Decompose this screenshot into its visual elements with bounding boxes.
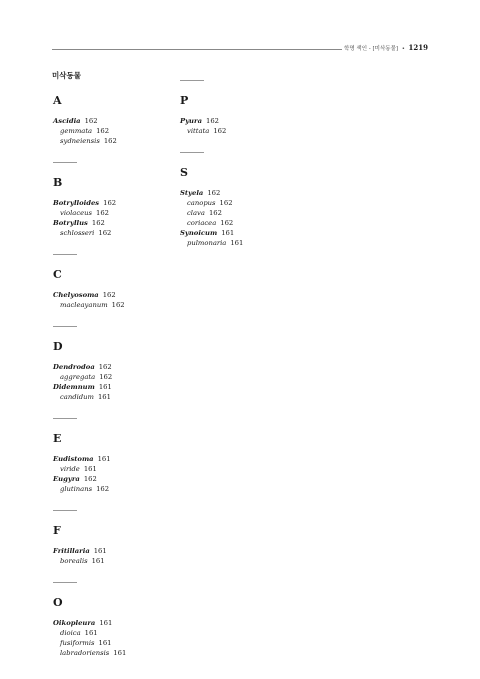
species-name: labradoriensis bbox=[60, 649, 110, 657]
page-reference: 162 bbox=[91, 219, 105, 227]
index-group-a bbox=[53, 80, 163, 162]
page-reference: 161 bbox=[230, 239, 244, 247]
genus-name: Ascidia bbox=[53, 117, 81, 125]
page-reference: 162 bbox=[207, 189, 221, 197]
species-name: borealis bbox=[60, 557, 88, 565]
page-reference: 161 bbox=[91, 557, 105, 565]
genus-entry bbox=[180, 188, 290, 198]
species-name: pulmonaria bbox=[187, 239, 227, 247]
page-reference: 161 bbox=[93, 547, 107, 555]
genus-name: Eudistoma bbox=[53, 455, 94, 463]
index-letter-heading: P bbox=[180, 94, 189, 107]
running-title bbox=[344, 44, 407, 52]
species-entry bbox=[53, 392, 163, 402]
page-reference: 161 bbox=[98, 639, 112, 647]
group-separator bbox=[53, 326, 77, 327]
species-name: clava bbox=[187, 209, 205, 217]
species-entry bbox=[53, 208, 163, 218]
page-reference: 162 bbox=[84, 117, 98, 125]
genus-entry bbox=[53, 362, 163, 372]
species-name: aggregata bbox=[60, 373, 96, 381]
page-reference: 162 bbox=[96, 127, 110, 135]
page-reference: 162 bbox=[213, 127, 227, 135]
genus-name: Botryllus bbox=[53, 219, 88, 227]
species-entry bbox=[53, 638, 163, 648]
page-reference: 162 bbox=[111, 301, 125, 309]
page-reference: 162 bbox=[96, 485, 110, 493]
group-separator bbox=[53, 582, 77, 583]
index-group-p bbox=[180, 80, 290, 152]
page-reference: 161 bbox=[98, 383, 112, 391]
group-separator bbox=[53, 510, 77, 511]
species-entry bbox=[180, 238, 290, 248]
group-separator bbox=[53, 418, 77, 419]
species-entry bbox=[53, 300, 163, 310]
species-entry bbox=[180, 218, 290, 228]
page-header bbox=[52, 44, 428, 56]
genus-entry bbox=[53, 116, 163, 126]
species-entry bbox=[53, 648, 163, 658]
section-title: 미삭동물 bbox=[52, 71, 81, 80]
index-column-right bbox=[180, 80, 290, 264]
page-reference: 161 bbox=[97, 393, 111, 401]
page-reference: 162 bbox=[206, 117, 219, 125]
group-separator bbox=[180, 80, 204, 81]
genus-entry bbox=[53, 198, 163, 208]
index-letter-heading: B bbox=[53, 176, 63, 189]
index-group-e bbox=[53, 418, 163, 510]
genus-entry bbox=[53, 382, 163, 392]
species-name: dioica bbox=[60, 629, 81, 637]
species-name: glutinans bbox=[60, 485, 93, 493]
species-entry bbox=[180, 208, 290, 218]
index-letter-heading: D bbox=[53, 340, 63, 353]
page-reference: 162 bbox=[83, 475, 97, 483]
page-reference: 162 bbox=[103, 137, 117, 145]
index-letter-heading: A bbox=[53, 94, 62, 107]
genus-entry bbox=[53, 546, 163, 556]
species-name: coriacea bbox=[187, 219, 217, 227]
index-group-d bbox=[53, 326, 163, 418]
page-reference: 162 bbox=[102, 291, 116, 299]
genus-entry bbox=[53, 218, 163, 228]
group-separator bbox=[53, 254, 77, 255]
genus-entry bbox=[53, 290, 163, 300]
index-letter-heading: O bbox=[53, 596, 63, 609]
genus-entry bbox=[53, 618, 163, 628]
genus-entry bbox=[180, 228, 290, 238]
genus-name: Eugyra bbox=[53, 475, 80, 483]
page-reference: 162 bbox=[208, 209, 222, 217]
genus-name: Dendrodoa bbox=[53, 363, 95, 371]
species-entry bbox=[53, 464, 163, 474]
page-reference: 161 bbox=[97, 455, 111, 463]
species-entry bbox=[53, 372, 163, 382]
group-separator bbox=[53, 162, 77, 163]
page-reference: 162 bbox=[98, 229, 112, 237]
genus-name: Styela bbox=[180, 189, 204, 197]
species-name: vittata bbox=[187, 127, 210, 135]
species-name: canopus bbox=[187, 199, 216, 207]
species-entry bbox=[180, 126, 290, 136]
header-rule bbox=[52, 49, 342, 50]
index-letter-heading: C bbox=[53, 268, 62, 281]
species-name: candidum bbox=[60, 393, 94, 401]
genus-entry bbox=[53, 454, 163, 464]
species-entry bbox=[53, 228, 163, 238]
genus-name: Synoicum bbox=[180, 229, 218, 237]
page-reference: 162 bbox=[99, 373, 113, 381]
species-name: sydneiensis bbox=[60, 137, 100, 145]
genus-name: Didemnum bbox=[53, 383, 95, 391]
species-entry bbox=[53, 556, 163, 566]
index-group-b bbox=[53, 162, 163, 254]
page-reference: 162 bbox=[98, 363, 112, 371]
index-letter-heading: E bbox=[53, 432, 62, 445]
page-reference: 162 bbox=[219, 199, 233, 207]
page-reference: 162 bbox=[220, 219, 234, 227]
genus-name: Pyura bbox=[180, 117, 202, 125]
species-name: fusiformis bbox=[60, 639, 95, 647]
page-reference: 161 bbox=[99, 619, 113, 627]
genus-name: Chelyosoma bbox=[53, 291, 99, 299]
genus-entry bbox=[53, 474, 163, 484]
species-name: schlosseri bbox=[60, 229, 95, 237]
species-entry bbox=[180, 198, 290, 208]
page-reference: 161 bbox=[113, 649, 127, 657]
page-number: 1219 bbox=[408, 43, 428, 52]
genus-entry bbox=[180, 116, 290, 126]
genus-name: Botrylloides bbox=[53, 199, 100, 207]
page-reference: 162 bbox=[96, 209, 110, 217]
species-name: macleayanum bbox=[60, 301, 108, 309]
species-entry bbox=[53, 628, 163, 638]
species-name: viride bbox=[60, 465, 80, 473]
species-entry bbox=[53, 484, 163, 494]
index-column-left bbox=[53, 80, 163, 674]
species-entry bbox=[53, 136, 163, 146]
group-separator bbox=[180, 152, 204, 153]
index-group-s bbox=[180, 152, 290, 264]
page-reference: 161 bbox=[84, 629, 98, 637]
page-reference: 162 bbox=[103, 199, 117, 207]
genus-name: Oikopleura bbox=[53, 619, 96, 627]
index-letter-heading: S bbox=[180, 166, 188, 179]
index-group-o bbox=[53, 582, 163, 674]
running-title-text: 학명 색인 - [미삭동물] bbox=[344, 46, 399, 52]
species-entry bbox=[53, 126, 163, 136]
index-letter-heading: F bbox=[53, 524, 61, 537]
page-reference: 161 bbox=[221, 229, 235, 237]
index-group-f bbox=[53, 510, 163, 582]
index-group-c bbox=[53, 254, 163, 326]
page-reference: 161 bbox=[83, 465, 97, 473]
species-name: violaceus bbox=[60, 209, 93, 217]
genus-name: Fritillaria bbox=[53, 547, 90, 555]
species-name: gemmata bbox=[60, 127, 93, 135]
bullet-separator: • bbox=[401, 46, 406, 52]
